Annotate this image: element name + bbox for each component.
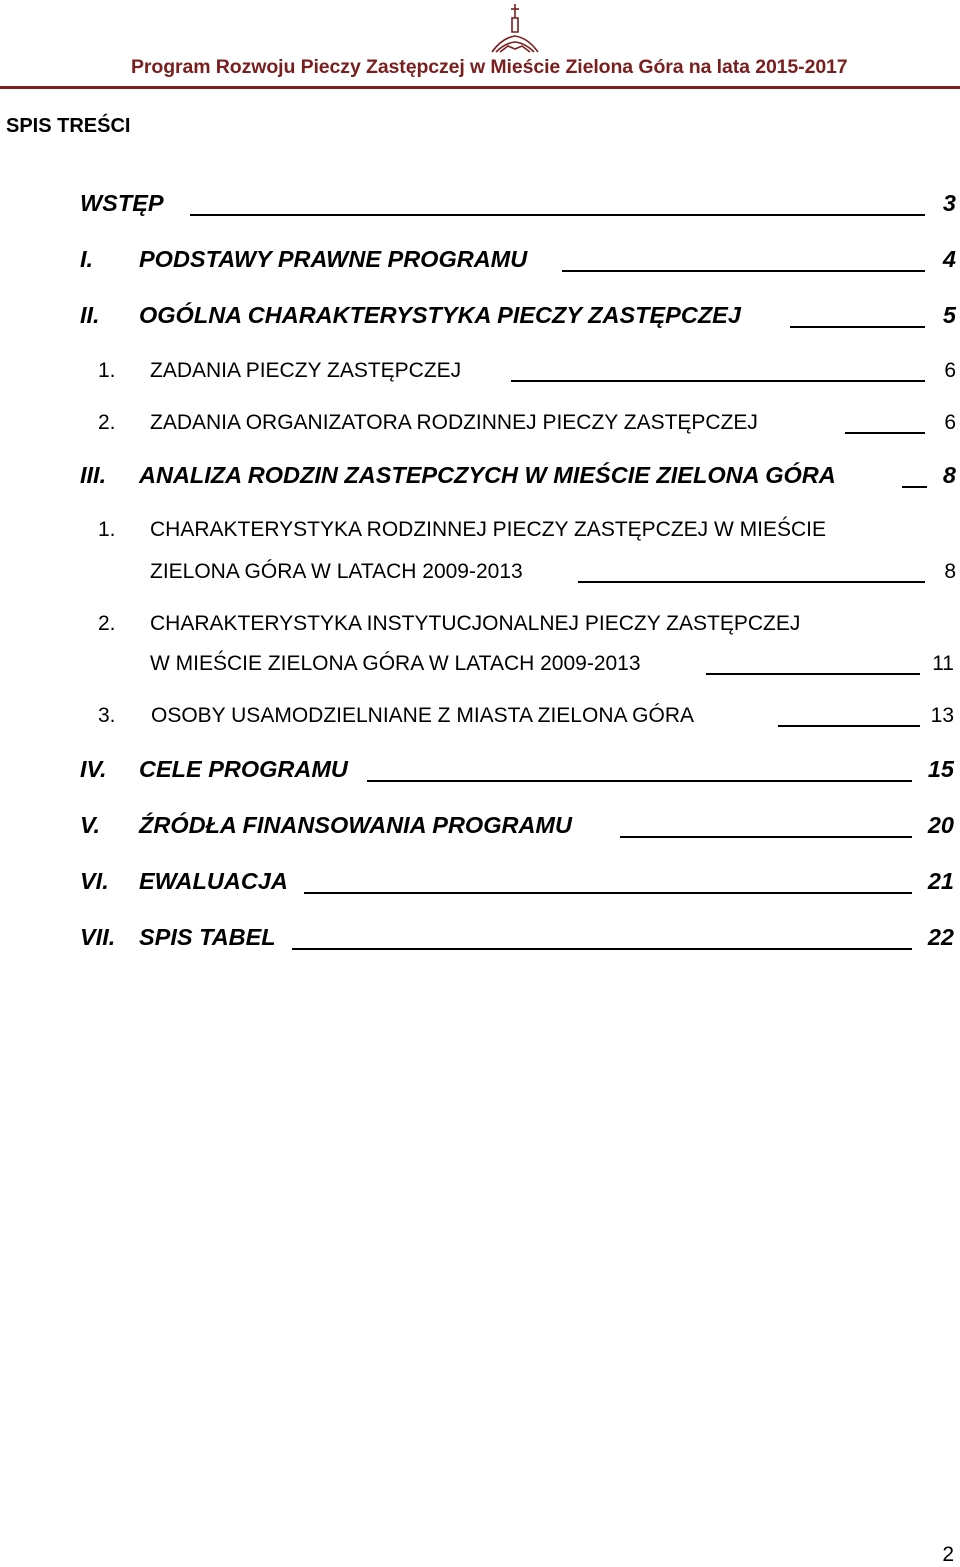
toc-entry-title: CELE PROGRAMU xyxy=(139,756,348,782)
toc-entry-osoby-usamodzielniane[interactable] xyxy=(0,704,960,732)
toc-heading: SPIS TREŚCI xyxy=(6,115,131,137)
toc-entry-page: 22 xyxy=(927,924,954,950)
toc-entry-title: ZADANIA ORGANIZATORA RODZINNEJ PIECZY ZASTĘPCZEJ xyxy=(150,411,758,434)
toc-entry-podstawy-prawne[interactable] xyxy=(0,246,960,276)
toc-entry-title: WSTĘP xyxy=(80,190,164,216)
toc-entry-page: 20 xyxy=(927,812,954,838)
toc-entry-page: 15 xyxy=(927,756,954,782)
toc-leader-line xyxy=(706,673,920,675)
toc-entry-title: OSOBY USAMODZIELNIANE Z MIASTA ZIELONA GÓRA xyxy=(151,704,695,727)
toc-entry-zrodla-finansowania[interactable] xyxy=(0,812,960,842)
toc-leader-line xyxy=(304,892,912,894)
toc-entry-number: III. xyxy=(80,462,107,488)
toc-leader-line xyxy=(790,326,925,328)
header-divider xyxy=(0,86,960,89)
toc-entry-title: PODSTAWY PRAWNE PROGRAMU xyxy=(139,246,528,272)
toc-entry-number: 2. xyxy=(98,411,116,434)
city-coat-of-arms-icon xyxy=(490,2,540,58)
toc-entry-page: 8 xyxy=(944,560,956,583)
toc-entry-number: V. xyxy=(80,812,101,838)
toc-leader-line xyxy=(578,581,925,583)
toc-entry-page: 6 xyxy=(944,411,956,434)
toc-leader-line xyxy=(845,432,925,434)
toc-entry-page: 13 xyxy=(930,704,954,727)
toc-leader-line xyxy=(620,836,912,838)
toc-entry-title: ANALIZA RODZIN ZASTEPCZYCH W MIEŚCIE ZIELONA GÓRA xyxy=(139,462,836,488)
toc-entry-page: 11 xyxy=(932,652,954,675)
page-number: 2 xyxy=(942,1543,954,1566)
toc-entry-zadania-pieczy[interactable] xyxy=(0,359,960,387)
toc-entry-number: 3. xyxy=(98,704,116,727)
toc-entry-charakterystyka-instytucjonalnej[interactable] xyxy=(0,612,960,678)
toc-entry-title: OGÓLNA CHARAKTERYSTYKA PIECZY ZASTĘPCZEJ xyxy=(139,302,741,328)
toc-entry-ogolna-charakterystyka[interactable] xyxy=(0,302,960,332)
toc-entry-page: 8 xyxy=(942,462,956,488)
toc-entry-title: ŹRÓDŁA FINANSOWANIA PROGRAMU xyxy=(139,812,572,838)
toc-entry-cele-programu[interactable] xyxy=(0,756,960,786)
toc-entry-zadania-organizatora[interactable] xyxy=(0,411,960,439)
toc-leader-line xyxy=(511,380,925,382)
document-header-title: Program Rozwoju Pieczy Zastępczej w Mieście Zielona Góra na lata 2015-2017 xyxy=(131,56,848,78)
toc-entry-title: CHARAKTERYSTYKA RODZINNEJ PIECZY ZASTĘPCZEJ W MIEŚCIE xyxy=(150,518,826,541)
toc-entry-number: I. xyxy=(80,246,94,272)
toc-leader-line xyxy=(778,725,920,727)
toc-entry-analiza-rodzin[interactable] xyxy=(0,462,960,492)
toc-entry-number: VII. xyxy=(80,924,116,950)
toc-entry-title: ZADANIA PIECZY ZASTĘPCZEJ xyxy=(150,359,462,382)
toc-entry-title-continued: W MIEŚCIE ZIELONA GÓRA W LATACH 2009-2013 xyxy=(150,652,641,675)
toc-entry-page: 3 xyxy=(942,190,956,216)
toc-leader-line xyxy=(190,214,925,216)
toc-entry-number: 1. xyxy=(98,359,116,382)
toc-entry-ewaluacja[interactable] xyxy=(0,868,960,898)
toc-entry-number: II. xyxy=(80,302,100,328)
toc-entry-number: 1. xyxy=(98,518,116,541)
toc-entry-page: 21 xyxy=(927,868,954,894)
toc-entry-charakterystyka-rodzinnej[interactable] xyxy=(0,518,960,584)
toc-leader-line xyxy=(367,780,912,782)
toc-entry-page: 5 xyxy=(942,302,956,328)
toc-entry-page: 4 xyxy=(942,246,956,272)
toc-entry-wstep[interactable] xyxy=(0,190,960,220)
toc-entry-number: 2. xyxy=(98,612,116,635)
toc-leader-line xyxy=(562,270,925,272)
toc-entry-title-continued: ZIELONA GÓRA W LATACH 2009-2013 xyxy=(150,560,523,583)
toc-entry-spis-tabel[interactable] xyxy=(0,924,960,954)
toc-entry-number: IV. xyxy=(80,756,107,782)
toc-leader-line xyxy=(292,948,912,950)
toc-entry-title: SPIS TABEL xyxy=(139,924,276,950)
toc-entry-number: VI. xyxy=(80,868,109,894)
toc-entry-page: 6 xyxy=(944,359,956,382)
toc-leader-line xyxy=(902,486,927,488)
toc-entry-title: EWALUACJA xyxy=(139,868,288,894)
toc-entry-title: CHARAKTERYSTYKA INSTYTUCJONALNEJ PIECZY ZASTĘPCZEJ xyxy=(150,612,801,635)
